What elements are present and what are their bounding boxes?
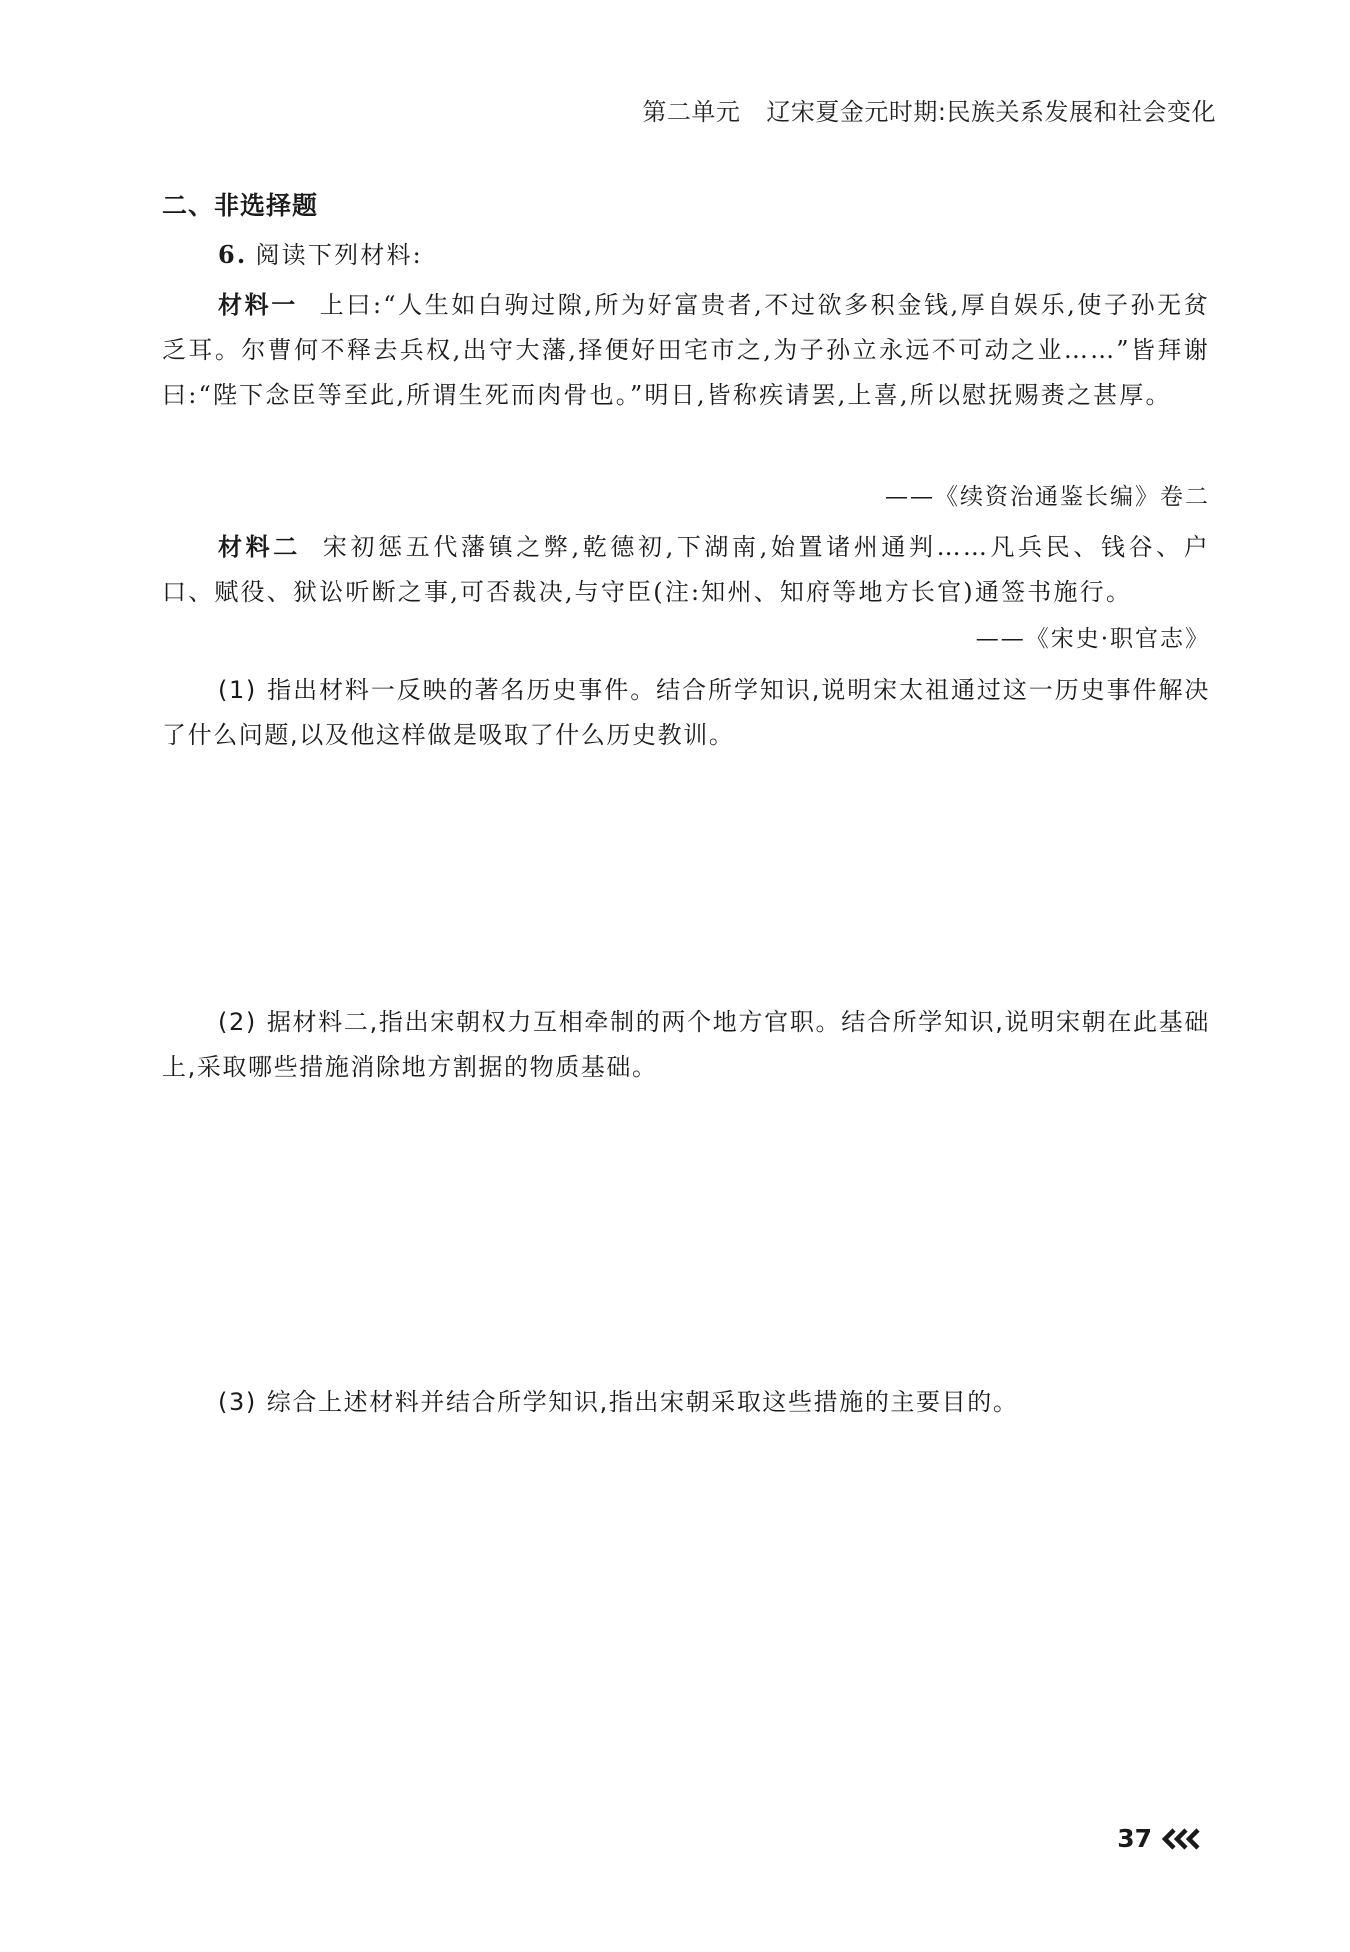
subquestion-number: (2) [218, 1008, 257, 1036]
subquestion-number: (1) [218, 676, 257, 704]
material-one-source: ——《续资治通鉴长编》卷二 [885, 484, 1210, 510]
question-number: 6. [218, 240, 248, 269]
running-header [642, 92, 1216, 127]
question-intro [162, 232, 1210, 278]
subquestion-2 [162, 1000, 1210, 1090]
material-two-source: ——《宋史·职官志》 [975, 626, 1210, 652]
subquestion-text: 综合上述材料并结合所学知识,指出宋朝采取这些措施的主要目的。 [266, 1388, 1019, 1416]
subquestion-1 [162, 668, 1210, 758]
material-two [162, 525, 1210, 615]
subquestion-3 [162, 1380, 1210, 1425]
material-one-label: 材料一 [218, 291, 298, 319]
question-intro-text: 阅读下列材料: [255, 241, 423, 269]
subquestion-text: 指出材料一反映的著名历史事件。结合所学知识,说明宋太祖通过这一历史事件解决了什么问题,以及他这样做是吸取了什么历史教训。 [162, 676, 1210, 749]
material-two-text: 宋初惩五代藩镇之弊,乾德初,下湖南,始置诸州通判……凡兵民、钱谷、户口、赋役、狱讼听断之事,可否裁决,与守臣(注:知州、知府等地方长官)通签书施行。 [162, 533, 1211, 606]
material-one-text: 上曰:“人生如白驹过隙,所为好富贵者,不过欲多积金钱,厚自娱乐,使子孙无贫乏耳。尔曹何不释去兵权,出守大藩,择便好田宅市之,为子孙立永远不可动之业……”皆拜谢曰:“陛下念臣等至此,所谓生死而肉骨也。”明日,皆称疾请罢,上喜,所以慰抚赐赉之甚厚。 [162, 291, 1210, 409]
page-number: 37 [1117, 1824, 1152, 1853]
material-two-label: 材料二 [218, 533, 301, 561]
section-title: 二、非选择题 [162, 191, 319, 220]
page-footer [1117, 1824, 1202, 1853]
unit-label: 第二单元 [642, 98, 741, 126]
subquestion-text: 据材料二,指出宋朝权力互相牵制的两个地方官职。结合所学知识,说明宋朝在此基础上,采取哪些措施消除地方割据的物质基础。 [162, 1008, 1210, 1081]
unit-title: 辽宋夏金元时期:民族关系发展和社会变化 [766, 98, 1216, 126]
triple-chevron-left-icon [1160, 1827, 1202, 1851]
material-one [162, 283, 1210, 418]
subquestion-number: (3) [218, 1388, 257, 1416]
